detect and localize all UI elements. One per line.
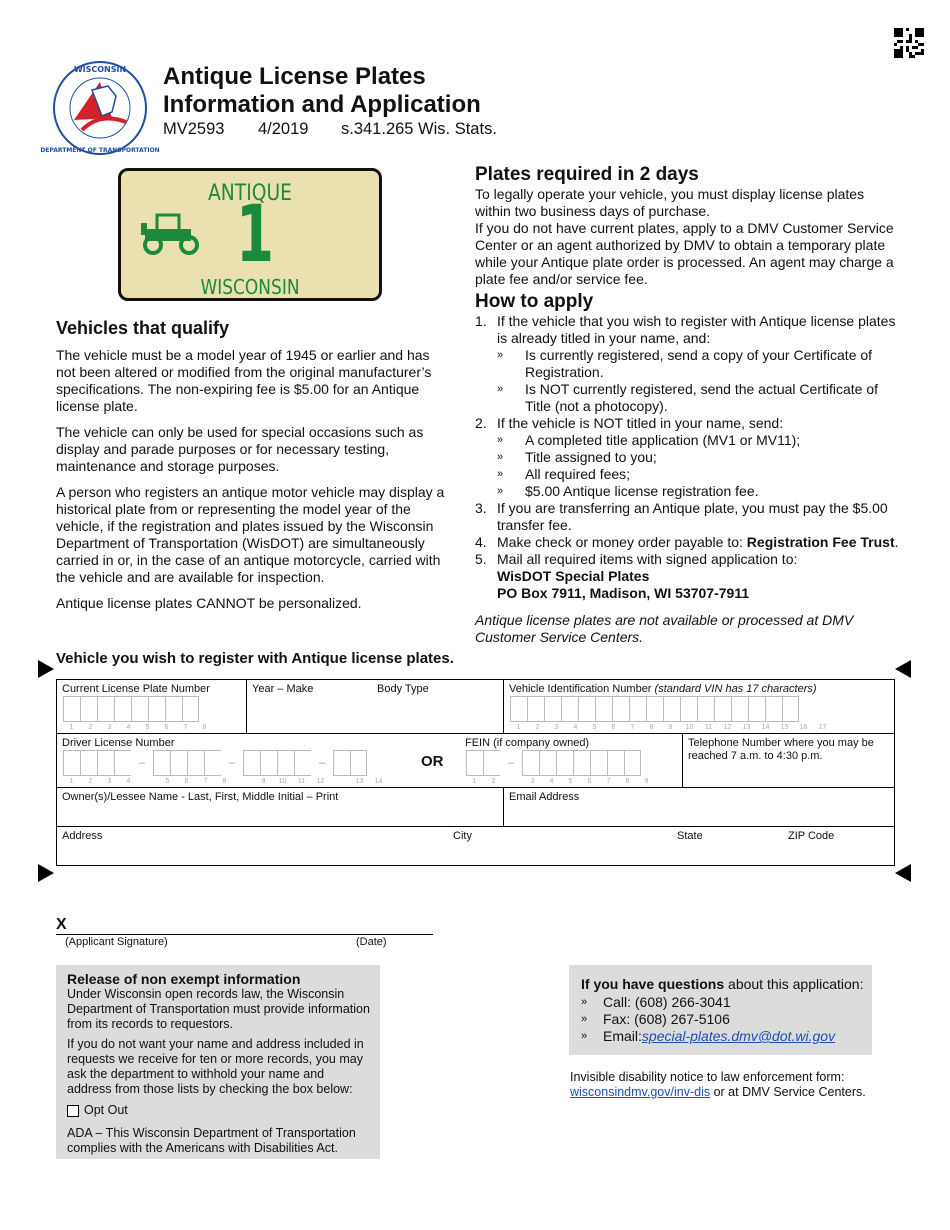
- cell-number: 7: [606, 778, 611, 785]
- cell-number: 9: [668, 724, 673, 731]
- cell-number: 8: [625, 778, 630, 785]
- antique-plate-image: [118, 168, 382, 301]
- release-info-box: [56, 965, 380, 1159]
- apply-bullet: » All required fees;: [497, 466, 631, 482]
- alignment-arrow: [895, 660, 911, 678]
- plate-number-field[interactable]: [56, 679, 247, 734]
- plate-bottom-text: WISCONSIN: [200, 275, 300, 299]
- driver-license-cells[interactable]: – – –: [63, 750, 367, 776]
- release-paragraph: If you do not want your name and address included in requests we receive for ten or more records, you may ask the department to withhold your name and address from those lists by checking the box below:: [67, 1037, 364, 1096]
- cell-number: 4: [573, 724, 578, 731]
- cell-number: 12: [723, 724, 732, 731]
- release-heading: Release of non exempt information: [67, 971, 301, 987]
- cell-numbers: [509, 724, 832, 731]
- field-label: Address: [62, 830, 103, 842]
- qr-code: [894, 28, 924, 58]
- field-label: Body Type: [377, 683, 429, 695]
- antique-car-icon: [139, 211, 203, 257]
- license-fein-row: [56, 733, 683, 788]
- cell-number: 5: [145, 724, 150, 731]
- cell-number: 1: [69, 724, 74, 731]
- page-title: Antique License Plates: [163, 63, 426, 90]
- cell-number: 3: [107, 778, 112, 785]
- apply-step: 2. If the vehicle is NOT titled in your name, send:: [475, 415, 784, 431]
- page-subtitle: Information and Application: [163, 91, 481, 118]
- required-paragraph: To legally operate your vehicle, you must display license plates within two business days of purchase.: [475, 186, 865, 219]
- email-link[interactable]: special-plates.dmv@dot.wi.gov: [641, 1028, 836, 1044]
- field-label: ZIP Code: [788, 830, 835, 842]
- disability-link[interactable]: wisconsindmv.gov/inv-dis: [570, 1085, 711, 1099]
- cell-number: 12: [316, 778, 325, 785]
- or-label: OR: [421, 753, 444, 770]
- apply-step: 3. If you are transferring an Antique plate, you must pay the $5.00 transfer fee.: [475, 500, 888, 533]
- cell-number: 9: [261, 778, 266, 785]
- apply-bullet: » A completed title application (MV1 or MV11);: [497, 432, 801, 448]
- required-heading: Plates required in 2 days: [475, 164, 699, 185]
- apply-note: Antique license plates are not available or processed at DMV Customer Service Centers.: [475, 612, 854, 645]
- qualify-paragraph: Antique license plates CANNOT be personalized.: [56, 595, 362, 611]
- ada-notice: ADA – This Wisconsin Department of Transportation complies with the Americans with Disabilities Act.: [67, 1126, 356, 1155]
- cell-numbers: [62, 724, 214, 731]
- alignment-arrow: [38, 660, 54, 678]
- cell-number: 13: [355, 778, 364, 785]
- telephone-field[interactable]: [682, 733, 895, 788]
- cell-number: 7: [203, 778, 208, 785]
- field-label: Current License Plate Number: [62, 683, 210, 695]
- form-number: MV2593: [163, 120, 225, 138]
- wisdot-logo: [40, 60, 160, 156]
- field-label: Driver License Number: [62, 737, 175, 749]
- email-field[interactable]: [503, 787, 895, 827]
- cell-number: 5: [568, 778, 573, 785]
- apply-bullet: » Title assigned to you;: [497, 449, 657, 465]
- cell-number: 14: [761, 724, 770, 731]
- field-label: Owner(s)/Lessee Name - Last, First, Middle Initial – Print: [62, 791, 339, 803]
- qualify-paragraph: A person who registers an antique motor vehicle may display a historical plate from or representing the model year of the vehicle, if the registration and plates issued by the Wisconsin Department of Transportation (WisDOT) are simultaneously carried in or, in the case of an antique motorcycle, carried with the vehicle and are available for inspection.: [56, 484, 445, 585]
- questions-heading: If you have questions about this application:: [581, 976, 864, 992]
- cell-number: 1: [516, 724, 521, 731]
- alignment-arrow: [895, 864, 911, 882]
- qualify-heading: Vehicles that qualify: [56, 318, 230, 338]
- cell-number: 8: [202, 724, 207, 731]
- logo-text: WISCONSIN: [73, 65, 127, 74]
- cell-number: 2: [88, 724, 93, 731]
- apply-bullet: » $5.00 Antique license registration fee.: [497, 483, 759, 499]
- plate-top-text: ANTIQUE: [208, 181, 292, 206]
- field-label: Telephone Number where you may be reached 7 a.m. to 4:30 p.m.: [688, 737, 874, 762]
- cell-number: 2: [88, 778, 93, 785]
- vin-cells[interactable]: [510, 696, 799, 722]
- cell-number: 10: [685, 724, 694, 731]
- cell-number: 3: [554, 724, 559, 731]
- date-label: (Date): [356, 936, 387, 948]
- required-paragraph: If you do not have current plates, apply to a DMV Customer Service Center or an agent authorized by DMV to obtain a temporary plate while your Antique plate order is processed. An agent may charge a plate fee and/or service fee.: [475, 220, 894, 287]
- cell-number: 1: [69, 778, 74, 785]
- owner-name-field[interactable]: [56, 787, 504, 827]
- field-label: City: [453, 830, 472, 842]
- plate-number-cells[interactable]: [63, 696, 199, 722]
- cell-number: 13: [742, 724, 751, 731]
- questions-email: » Email: special-plates.dmv@dot.wi.gov: [581, 1028, 836, 1044]
- field-label: Vehicle Identification Number (standard VIN has 17 characters): [509, 683, 817, 695]
- cell-number: 15: [780, 724, 789, 731]
- cell-number: 4: [549, 778, 554, 785]
- cell-number: 17: [818, 724, 827, 731]
- plate-number: 1: [236, 190, 274, 280]
- cell-number: 6: [184, 778, 189, 785]
- alignment-arrow: [38, 864, 54, 882]
- qualify-paragraph: The vehicle must be a model year of 1945 or earlier and has not been altered or modified from the original manufacturer’s specifications. The non-expiring fee is $5.00 for an Antique license plate.: [56, 347, 432, 414]
- cell-number: 9: [644, 778, 649, 785]
- cell-number: 16: [799, 724, 808, 731]
- cell-number: 5: [165, 778, 170, 785]
- cell-number: 1: [472, 778, 477, 785]
- apply-step: 1. If the vehicle that you wish to register with Antique license plates is already titled in your name, and:: [475, 313, 896, 346]
- fein-cells[interactable]: –: [466, 750, 641, 776]
- questions-fax: » Fax: (608) 267-5106: [581, 1011, 730, 1027]
- cell-number: 7: [630, 724, 635, 731]
- opt-out-label: Opt Out: [84, 1103, 128, 1117]
- cell-number: 6: [164, 724, 169, 731]
- signature-x: X: [56, 916, 67, 933]
- cell-number: 6: [611, 724, 616, 731]
- questions-call: » Call: (608) 266-3041: [581, 994, 731, 1010]
- apply-bullet: » Is NOT currently registered, send the actual Certificate of Title (not a photocopy).: [497, 381, 879, 414]
- cell-number: 5: [592, 724, 597, 731]
- cell-number: 10: [278, 778, 287, 785]
- cell-number: 11: [297, 778, 306, 785]
- logo-ring-text: DEPARTMENT OF TRANSPORTATION: [40, 147, 160, 154]
- cell-number: 8: [649, 724, 654, 731]
- statute: s.341.265 Wis. Stats.: [341, 120, 497, 138]
- questions-box: [569, 965, 872, 1055]
- cell-numbers: [465, 778, 656, 785]
- apply-step: 5. Mail all required items with signed application to: WisDOT Special Plates PO Box 7911, Madison, WI 53707-7911: [475, 551, 798, 601]
- cell-number: 2: [535, 724, 540, 731]
- address-field[interactable]: [56, 826, 895, 866]
- cell-number: 11: [704, 724, 713, 731]
- cell-number: 14: [374, 778, 383, 785]
- field-label: Year – Make: [252, 683, 314, 695]
- release-paragraph: Under Wisconsin open records law, the Wisconsin Department of Transportation must provide information from its records to requestors.: [67, 987, 370, 1031]
- field-label: State: [677, 830, 703, 842]
- cell-number: 7: [183, 724, 188, 731]
- signature-line[interactable]: [56, 934, 433, 935]
- cell-number: 2: [491, 778, 496, 785]
- cell-numbers: [62, 778, 388, 785]
- cell-number: 8: [222, 778, 227, 785]
- cell-number: 6: [587, 778, 592, 785]
- cell-number: 4: [126, 724, 131, 731]
- disability-notice: Invisible disability notice to law enforcement form: wisconsindmv.gov/inv-dis or at DMV Service Centers.: [570, 1070, 866, 1099]
- apply-step: 4. Make check or money order payable to: Registration Fee Trust.: [475, 534, 899, 550]
- field-label: Email Address: [509, 791, 580, 803]
- cell-number: 4: [126, 778, 131, 785]
- year-make-body-field[interactable]: [246, 679, 504, 734]
- form-date: 4/2019: [258, 120, 309, 138]
- apply-bullet: » Is currently registered, send a copy of your Certificate of Registration.: [497, 347, 873, 380]
- vin-field[interactable]: [503, 679, 895, 734]
- apply-heading: How to apply: [475, 291, 594, 312]
- signature-label: (Applicant Signature): [65, 936, 168, 948]
- cell-number: 3: [107, 724, 112, 731]
- opt-out-checkbox[interactable]: [67, 1105, 79, 1117]
- form-heading: Vehicle you wish to register with Antique license plates.: [56, 650, 454, 667]
- field-label: FEIN (if company owned): [465, 737, 590, 749]
- cell-number: 3: [530, 778, 535, 785]
- qualify-paragraph: The vehicle can only be used for special occasions such as display and parade purposes or for necessary testing, maintenance and storage purposes.: [56, 424, 424, 474]
